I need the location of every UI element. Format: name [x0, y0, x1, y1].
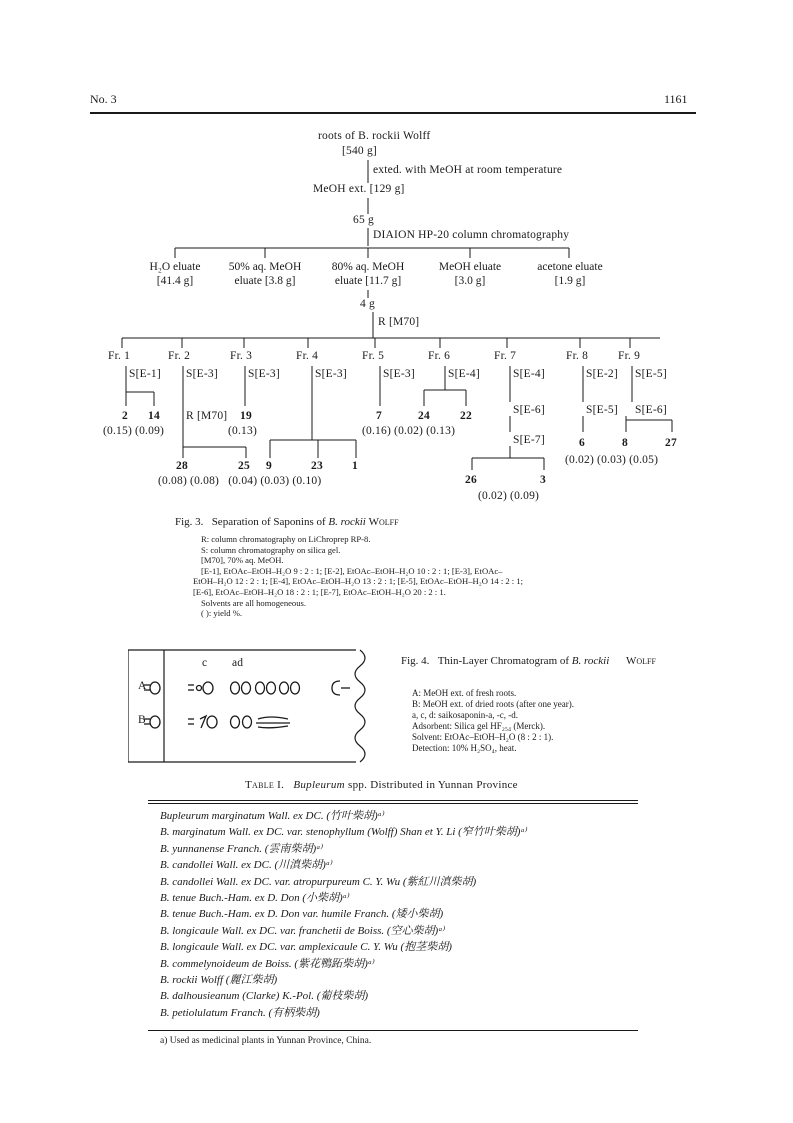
step-fr1: S[E-1]	[129, 368, 161, 380]
fraction-5: Fr. 5	[362, 350, 385, 362]
eluate-h2o: H₂O eluate [41.4 g]	[149, 261, 201, 287]
step-fr9: S[E-5]	[635, 368, 667, 380]
substep-fr8-e5: S[E-5]	[586, 404, 618, 416]
scheme-step-diaion: DIAION HP-20 column chromatography	[373, 229, 570, 241]
substep-fr7-e7: S[E-7]	[513, 434, 545, 446]
table1-bottom-rule	[148, 1030, 638, 1031]
eluate-80-meoh: 80% aq. MeOH eluate [11.7 g]	[331, 261, 405, 287]
page-number: 1161	[664, 92, 688, 106]
compound-22: 22	[460, 410, 472, 422]
yields-fr5-6: (0.16) (0.02) (0.13)	[362, 425, 456, 437]
tlc-plate	[128, 648, 388, 766]
fraction-9: Fr. 9	[618, 350, 641, 362]
compound-23: 23	[311, 460, 323, 472]
table-row: B. petiolulatum Franch. (有柄柴胡)	[160, 1006, 320, 1019]
fraction-8: Fr. 8	[566, 350, 589, 362]
compound-8: 8	[622, 437, 628, 449]
table-row: B. dalhousieanum (Clarke) K.-Pol. (葡枝柴胡)	[160, 990, 369, 1003]
yields-fr8-9: (0.02) (0.03) (0.05)	[565, 454, 659, 466]
table-row: B. rockii Wolff (麗江柴胡)	[160, 974, 278, 987]
substep-fr9-e6: S[E-6]	[635, 404, 667, 416]
scheme-step-extraction: exted. with MeOH at room temperature	[373, 164, 563, 176]
fraction-3: Fr. 3	[230, 350, 253, 362]
table1-list	[160, 808, 528, 1021]
step-fr2: S[E-3]	[186, 368, 218, 380]
fig4-notes: A: MeOH ext. of fresh roots. B: MeOH ext. of dried roots (after one year). a, c, d: saikosaponin-a, -c, -d. Adsorbent: Silica gel HF₂₅₄ (Merck). Solvent: EtOAc–EtOH–H₂O (8 : 2 : 1). Detection: 10% H₂SO₄, heat.	[412, 688, 574, 753]
fig3-notes: R: column chromatography on LiChroprep RP-8. S: column chromatography on silica gel. [M70], 70% aq. MeOH. [E-1], EtOAc–EtOH–H₂O 9 : 2 : 1; [E-2], EtOAc–EtOH–H₂O 10 : 2 : 1; [E-3], EtOAc– EtOH–H₂O 12 : 2 : 1; [E-4], EtOAc–EtOH–H₂O 13 : 2 : 1; [E-5], EtOAc–EtOH–H₂O 14 : 2 : 1; [E-6], EtOAc–EtOH–H₂O 18 : 2 : 1; [E-7], EtOAc–EtOH–H₂O 20 : 2 : 1. Solvents are all homogeneous. ( ): yield %.	[193, 534, 524, 619]
yields-fr1: (0.15) (0.09)	[103, 425, 165, 437]
tlc-lane-label-c: c	[202, 657, 208, 669]
compound-3: 3	[540, 474, 546, 486]
scheme-portion-2: 4 g	[360, 298, 375, 310]
step-fr7: S[E-4]	[513, 368, 545, 380]
tlc-row-a-label: A	[138, 680, 147, 692]
scheme-meoh-ext: MeOH ext. [129 g]	[313, 183, 405, 195]
table-row: B. tenue Buch.-Ham. ex D. Don var. humile Franch. (矮小柴胡)	[160, 908, 444, 921]
tlc-row-b-label: B	[138, 714, 146, 726]
step-fr4: S[E-3]	[315, 368, 347, 380]
eluate-acetone: acetone eluate [1.9 g]	[537, 261, 603, 287]
yields-fr7: (0.02) (0.09)	[478, 490, 540, 502]
table-row: B. candollei Wall. ex DC. var. atropurpureum C. Y. Wu (紫紅川滇柴胡)	[160, 875, 477, 888]
fraction-6: Fr. 6	[428, 350, 451, 362]
compound-27: 27	[665, 437, 677, 449]
compound-7: 7	[376, 410, 382, 422]
step-fr3: S[E-3]	[248, 368, 280, 380]
fraction-4: Fr. 4	[296, 350, 319, 362]
compound-26: 26	[465, 474, 477, 486]
scheme-portion: 65 g	[353, 214, 374, 226]
table1-title: Table I. Bupleurum spp. Distributed in Yunnan Province	[245, 779, 518, 791]
compound-6: 6	[579, 437, 585, 449]
table-row: Bupleurum marginatum Wall. ex DC. (竹叶柴胡)ᵃ⁾	[160, 810, 385, 822]
table1-top-rule-1	[148, 800, 638, 801]
step-fr5: S[E-3]	[383, 368, 415, 380]
table-row: B. yunnanense Franch. (雲南柴胡)ᵃ⁾	[160, 842, 324, 855]
yields-row2: (0.08) (0.08) (0.04) (0.03) (0.10)	[158, 475, 322, 487]
fraction-7: Fr. 7	[494, 350, 517, 362]
eluate-50-meoh: 50% aq. MeOH eluate [3.8 g]	[228, 261, 302, 287]
scheme-roots: roots of B. rockii Wolff	[318, 130, 431, 142]
fig3-caption: Fig. 3. Separation of Saponins of B. rockii Wolff	[175, 516, 399, 528]
table1-top-rule-2	[148, 803, 638, 804]
journal-issue: No. 3	[90, 92, 117, 106]
fraction-1: Fr. 1	[108, 350, 131, 362]
yields-fr2: (0.13)	[228, 425, 257, 437]
compound-9: 9	[266, 460, 272, 472]
compound-24: 24	[418, 410, 430, 422]
table-row: B. commelynoideum de Boiss. (紫花鴨跖柴胡)ᵃ⁾	[160, 957, 375, 970]
table-row: B. marginatum Wall. ex DC. var. stenophyllum (Wolff) Shan et Y. Li (窄竹叶柴胡)ᵃ⁾	[160, 826, 528, 839]
substep-r-m70: R [M70]	[186, 410, 228, 422]
step-fr8: S[E-2]	[586, 368, 618, 380]
fraction-2: Fr. 2	[168, 350, 191, 362]
table-row: B. longicaule Wall. ex DC. var. amplexicaule C. Y. Wu (抱茎柴胡)	[160, 941, 452, 954]
tlc-lane-label-ad: ad	[232, 657, 244, 669]
eluate-meoh: MeOH eluate [3.0 g]	[438, 261, 502, 287]
fig4-caption: Fig. 4. Thin-Layer Chromatogram of B. rockii Wolff	[401, 655, 656, 667]
compound-1: 1	[352, 460, 358, 472]
table1-footnote: a) Used as medicinal plants in Yunnan Province, China.	[160, 1036, 372, 1046]
table-row: B. candollei Wall. ex DC. (川滇柴胡)ᵃ⁾	[160, 859, 333, 872]
substep-fr7-e6: S[E-6]	[513, 404, 545, 416]
scheme-roots-amount: [540 g]	[342, 145, 377, 157]
compound-14: 14	[148, 410, 160, 422]
compound-2: 2	[122, 410, 128, 422]
table-row: B. longicaule Wall. ex DC. var. franchetii de Boiss. (空心柴胡)ᵃ⁾	[160, 924, 446, 937]
scheme-step-r-m70: R [M70]	[378, 316, 420, 328]
compound-25: 25	[238, 460, 250, 472]
table-row: B. tenue Buch.-Ham. ex D. Don (小柴胡)ᵃ⁾	[160, 892, 350, 905]
step-fr6: S[E-4]	[448, 368, 480, 380]
compound-19: 19	[240, 410, 252, 422]
compound-28: 28	[176, 460, 188, 472]
